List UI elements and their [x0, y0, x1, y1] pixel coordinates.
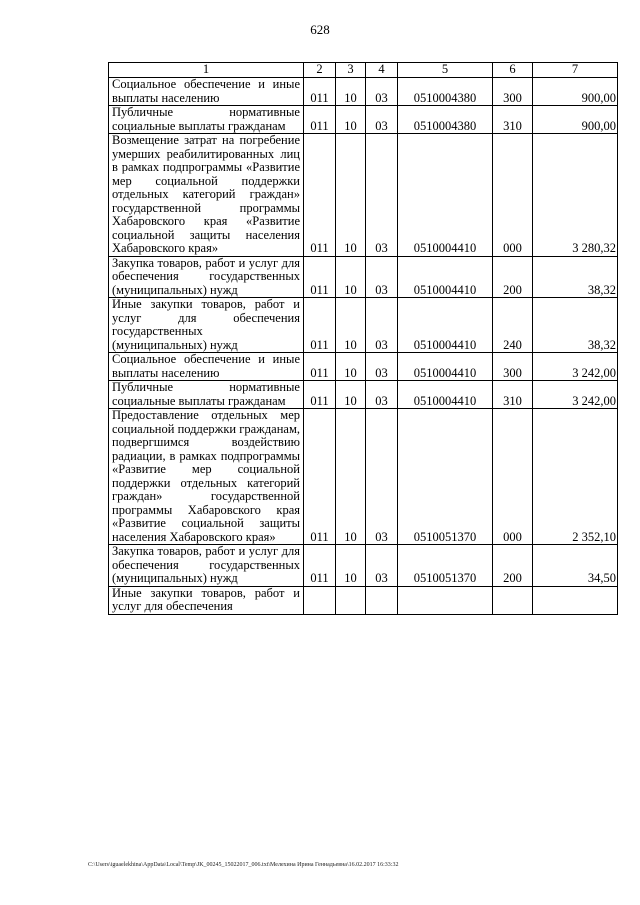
row-name: Социальное обеспечение и иные выплаты населению [109, 78, 304, 106]
header-cell: 3 [336, 63, 366, 78]
cell-c5: 0510004410 [398, 256, 493, 298]
cell-c3: 10 [336, 106, 366, 134]
row-name: Предоставление отдельных мер социальной поддержки гражданам, подвергшимся воздействию радиации, в рамках подпрограммы «Развитие мер социальной поддержки отдельных категорий граждан» государственной программы Хабаровского края «Развитие социальной защиты населения Хабаровского края» [109, 409, 304, 545]
table-row [109, 298, 618, 353]
table-row [109, 409, 618, 545]
footer-file-path: C:\Users\iguaelekhina\AppData\Local\Temp\JK_00245_15022017_006.txt\Мелехина Ирина Геннадьевна\16.02.2017 16:33:32 [88, 862, 399, 868]
cell-c4: 03 [366, 409, 398, 545]
cell-c3: 10 [336, 409, 366, 545]
cell-c6: 200 [493, 545, 533, 587]
cell-c4: 03 [366, 545, 398, 587]
cell-c6: 300 [493, 353, 533, 381]
cell-c4: 03 [366, 106, 398, 134]
cell-c2 [304, 586, 336, 614]
cell-amount [533, 586, 618, 614]
table-row [109, 381, 618, 409]
cell-amount: 34,50 [533, 545, 618, 587]
cell-c2: 011 [304, 134, 336, 257]
table-row [109, 545, 618, 587]
row-name: Иные закупки товаров, работ и услуг для обеспечения государственных (муниципальных) нужд [109, 298, 304, 353]
cell-amount: 38,32 [533, 256, 618, 298]
table-row [109, 78, 618, 106]
cell-amount: 3 280,32 [533, 134, 618, 257]
header-cell: 6 [493, 63, 533, 78]
cell-c4: 03 [366, 78, 398, 106]
cell-c2: 011 [304, 298, 336, 353]
row-name: Публичные нормативные социальные выплаты гражданам [109, 106, 304, 134]
cell-c4: 03 [366, 256, 398, 298]
cell-c3: 10 [336, 256, 366, 298]
budget-table [108, 62, 618, 615]
header-cell: 7 [533, 63, 618, 78]
cell-c5: 0510004380 [398, 78, 493, 106]
cell-amount: 900,00 [533, 78, 618, 106]
cell-c2: 011 [304, 256, 336, 298]
cell-c3: 10 [336, 298, 366, 353]
row-name: Публичные нормативные социальные выплаты гражданам [109, 381, 304, 409]
cell-c6: 200 [493, 256, 533, 298]
cell-c5 [398, 586, 493, 614]
cell-c6: 240 [493, 298, 533, 353]
row-name: Возмещение затрат на погребение умерших реабилитированных лиц в рамках подпрограммы «Развитие мер социальной поддержки отдельных категорий граждан» государственной программы Хабаровского края «Развитие социальной защиты населения Хабаровского края» [109, 134, 304, 257]
table-row [109, 256, 618, 298]
cell-c3: 10 [336, 134, 366, 257]
table-row [109, 586, 618, 614]
cell-amount: 900,00 [533, 106, 618, 134]
header-cell: 2 [304, 63, 336, 78]
cell-amount: 38,32 [533, 298, 618, 353]
row-name: Социальное обеспечение и иные выплаты населению [109, 353, 304, 381]
cell-c4 [366, 586, 398, 614]
cell-c6: 000 [493, 134, 533, 257]
cell-c6: 310 [493, 106, 533, 134]
cell-c6 [493, 586, 533, 614]
cell-c2: 011 [304, 106, 336, 134]
table-header-row [109, 63, 618, 78]
cell-c4: 03 [366, 134, 398, 257]
cell-c3 [336, 586, 366, 614]
cell-amount: 3 242,00 [533, 381, 618, 409]
cell-c5: 0510051370 [398, 545, 493, 587]
page-number: 628 [310, 22, 330, 37]
cell-c5: 0510051370 [398, 409, 493, 545]
row-name: Закупка товаров, работ и услуг для обеспечения государственных (муниципальных) нужд [109, 256, 304, 298]
table-row [109, 353, 618, 381]
cell-c4: 03 [366, 298, 398, 353]
cell-c3: 10 [336, 353, 366, 381]
cell-c2: 011 [304, 78, 336, 106]
table-row [109, 106, 618, 134]
row-name: Иные закупки товаров, работ и услуг для обеспечения [109, 586, 304, 614]
header-cell: 5 [398, 63, 493, 78]
cell-c4: 03 [366, 381, 398, 409]
cell-c5: 0510004380 [398, 106, 493, 134]
cell-c5: 0510004410 [398, 353, 493, 381]
cell-c5: 0510004410 [398, 381, 493, 409]
cell-c5: 0510004410 [398, 134, 493, 257]
cell-c3: 10 [336, 78, 366, 106]
table-row [109, 134, 618, 257]
cell-c3: 10 [336, 545, 366, 587]
cell-c5: 0510004410 [398, 298, 493, 353]
header-cell: 1 [109, 63, 304, 78]
header-cell: 4 [366, 63, 398, 78]
cell-c3: 10 [336, 381, 366, 409]
cell-c2: 011 [304, 381, 336, 409]
cell-c2: 011 [304, 545, 336, 587]
cell-c2: 011 [304, 409, 336, 545]
cell-c2: 011 [304, 353, 336, 381]
cell-amount: 3 242,00 [533, 353, 618, 381]
cell-c6: 000 [493, 409, 533, 545]
row-name: Закупка товаров, работ и услуг для обеспечения государственных (муниципальных) нужд [109, 545, 304, 587]
cell-c6: 300 [493, 78, 533, 106]
cell-amount: 2 352,10 [533, 409, 618, 545]
cell-c4: 03 [366, 353, 398, 381]
cell-c6: 310 [493, 381, 533, 409]
